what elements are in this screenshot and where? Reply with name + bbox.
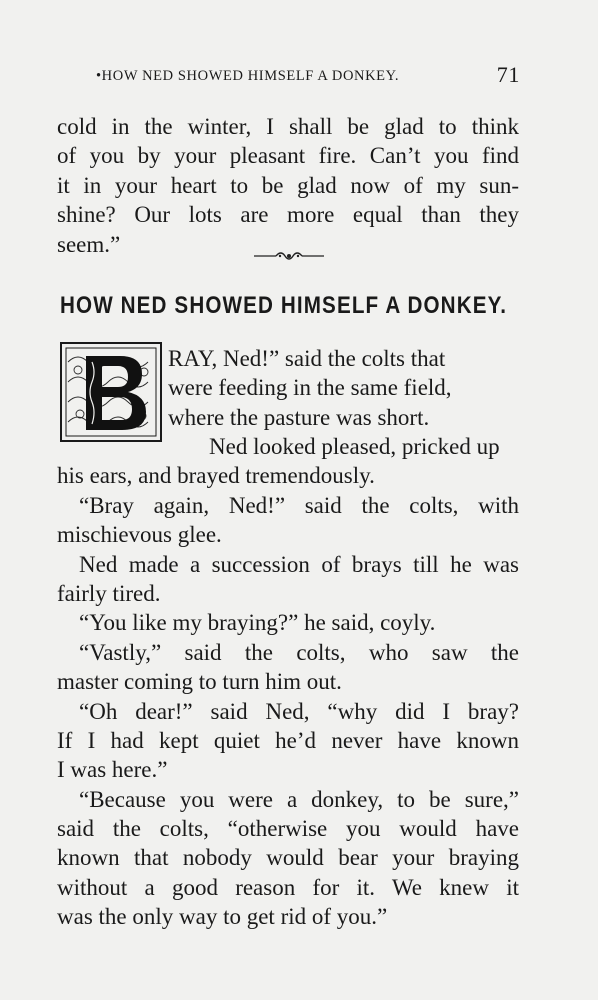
text-line: without a good reason for it. We knew it [57,874,519,900]
text-line: where the pasture was short. [168,404,430,430]
drop-cap-lines [168,344,518,432]
text-line: known that nobody would bear your braying [57,845,519,871]
text-line: fairly tired. [57,580,161,606]
text-line: RAY, Ned!” said the colts that [168,346,446,371]
text-line: “Because you were a donkey, to be sure,” [79,786,519,812]
text-line: If I had kept quiet he’d never have known [57,727,519,753]
text-line: “Vastly,” said the colts, who saw the [79,639,519,665]
ornament-divider-icon [252,248,326,264]
drop-cap-b-icon [60,342,162,442]
text-line: said the colts, “otherwise you would have [57,816,519,842]
text-line: it in your heart to be glad now of my sun- [57,172,519,198]
text-line: Ned looked pleased, pricked up [209,434,500,459]
text-line: mischievous glee. [57,522,222,548]
text-line: “Bray again, Ned!” said the colts, with [79,492,519,518]
text-line: seem.” [57,231,121,257]
text-line: his ears, and brayed tremendously. [57,463,375,489]
text-line: were feeding in the same field, [168,375,452,401]
running-head-title: •HOW NED SHOWED HIMSELF A DONKEY. [96,68,400,84]
text-line: Ned made a succession of brays till he was [79,551,519,577]
text-line: “Oh dear!” said Ned, “why did I bray? [79,698,519,724]
page-number: 71 [496,62,520,87]
chapter-title: HOW NED SHOWED HIMSELF A DONKEY. [60,292,508,319]
running-head [96,62,520,88]
text-line: I was here.” [57,757,168,783]
body-paragraphs [57,432,519,932]
text-line: was the only way to get rid of you.” [57,904,388,930]
text-line: cold in the winter, I shall be glad to think [57,114,519,139]
text-line: master coming to turn him out. [57,669,342,695]
top-paragraph [57,112,519,259]
text-line: of you by your pleasant fire. Can’t you find [57,143,519,169]
text-line: “You like my braying?” he said, coyly. [79,610,436,636]
text-line: shine? Our lots are more equal than they [57,202,519,228]
